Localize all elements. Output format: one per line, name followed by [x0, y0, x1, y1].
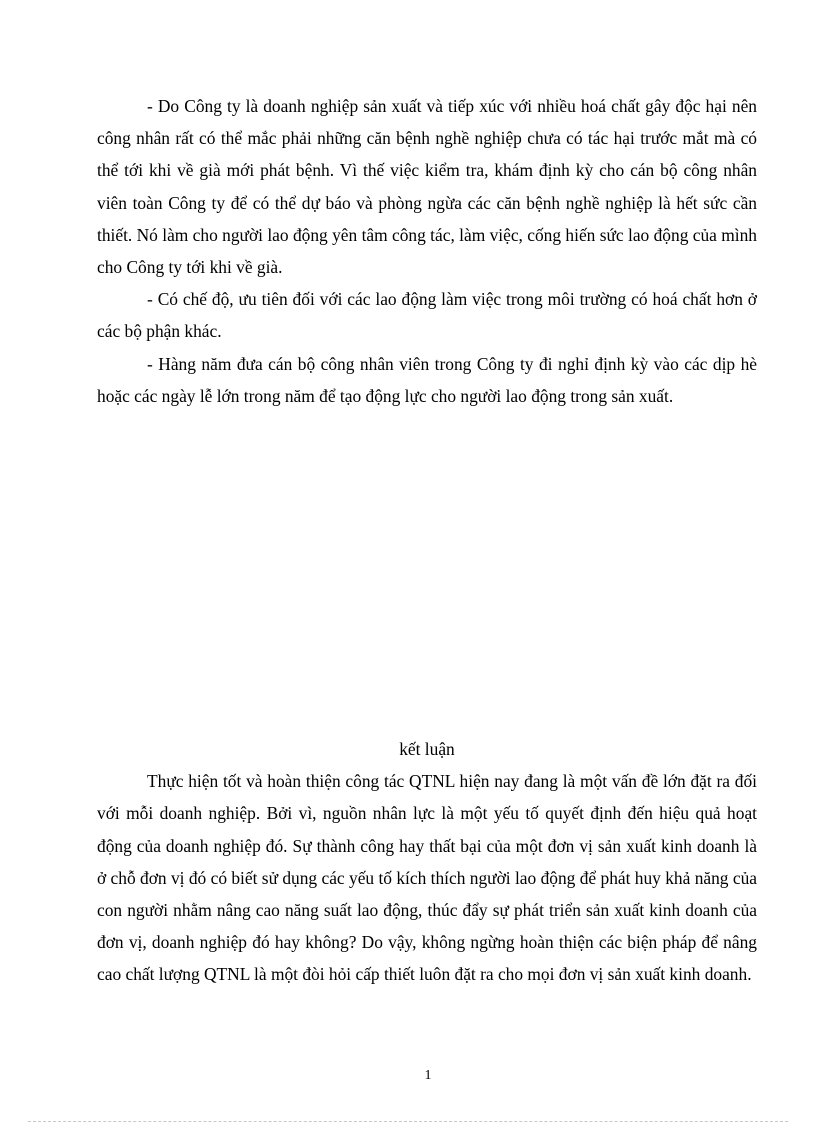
paragraph-priority-policy: - Có chế độ, ưu tiên đối với các lao động làm việc trong môi trường có hoá chất hơn ở các bộ phận khác.	[97, 289, 757, 342]
conclusion-section	[97, 733, 757, 991]
body-section-benefits	[97, 90, 757, 412]
page-number: 1	[424, 1068, 432, 1083]
conclusion-heading: kết luận	[399, 739, 455, 759]
paragraph-annual-vacation: - Hàng năm đưa cán bộ công nhân viên trong Công ty đi nghỉ định kỳ vào các dịp hè hoặc các ngày lễ lớn trong năm để tạo động lực cho người lao động trong sản xuất.	[97, 353, 757, 406]
page-bottom-divider	[28, 1121, 788, 1122]
conclusion-paragraph: Thực hiện tốt và hoàn thiện công tác QTNL hiện nay đang là một vấn đề lớn đặt ra đối với mỗi doanh nghiệp. Bởi vì, nguồn nhân lực là một yếu tố quyết định đến hiệu quả hoạt động của doanh nghiệp đó. Sự thành công hay thất bại của một đơn vị sản xuất kinh doanh là ở chỗ đơn vị đó có biết sử dụng các yếu tố kích thích người lao động để phát huy khả năng của con người nhằm nâng cao năng suất lao động, thúc đẩy sự phát triển sản xuất kinh doanh của đơn vị, doanh nghiệp đó hay không? Do vậy, không ngừng hoàn thiện các biện pháp để nâng cao chất lượng QTNL là một đòi hỏi cấp thiết luôn đặt ra cho mọi đơn vị sản xuất kinh doanh.	[97, 771, 757, 985]
paragraph-health-checkup: - Do Công ty là doanh nghiệp sản xuất và tiếp xúc với nhiều hoá chất gây độc hại nên công nhân rất có thể mắc phải những căn bệnh nghề nghiệp chưa có tác hại trước mắt mà có thể tới khi về già mới phát bệnh. Vì thế việc kiểm tra, khám định kỳ cho cán bộ công nhân viên toàn Công ty để có thể dự báo và phòng ngừa các căn bệnh nghề nghiệp là hết sức cần thiết. Nó làm cho người lao động yên tâm công tác, làm việc, cống hiến sức lao động của mình cho Công ty tới khi về già.	[97, 96, 757, 278]
